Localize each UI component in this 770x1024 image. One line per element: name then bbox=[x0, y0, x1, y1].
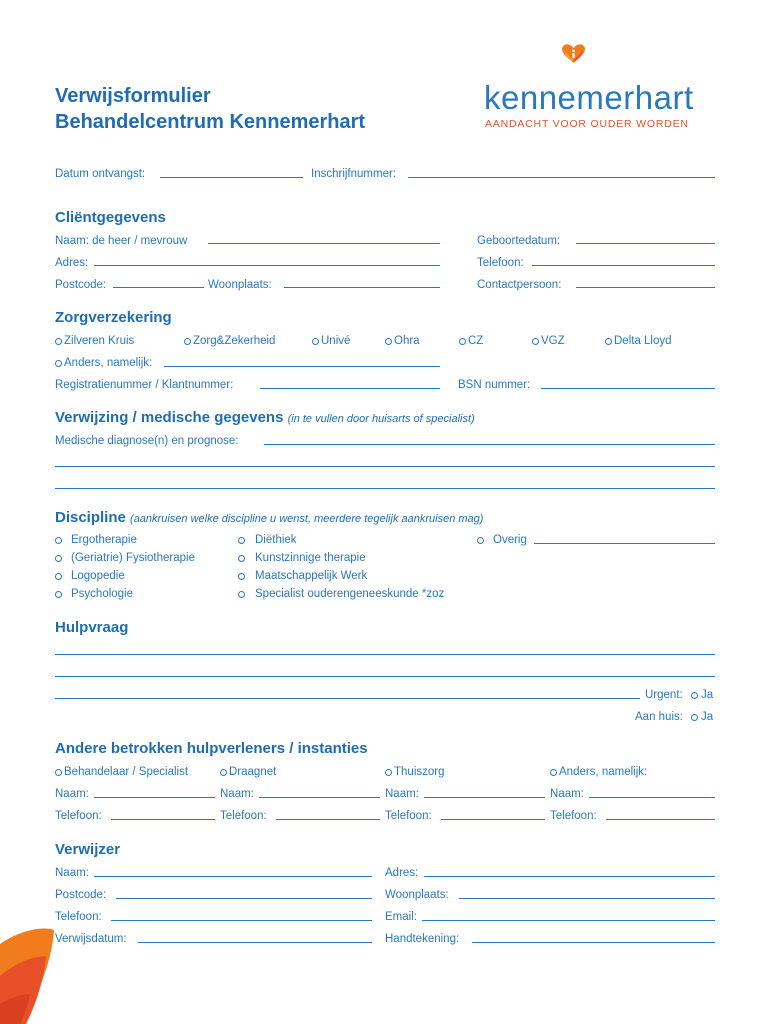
bsn-label: BSN nummer: bbox=[458, 379, 531, 391]
inschrijfnummer-field[interactable] bbox=[408, 177, 715, 178]
overig-label: Overig bbox=[493, 534, 527, 546]
verwijzer-telefoon-label: Telefoon: bbox=[55, 911, 102, 923]
decorative-petals bbox=[0, 920, 80, 1024]
form-title: Verwijsformulier bbox=[55, 85, 211, 107]
discipline-option: Psychologie bbox=[71, 588, 134, 600]
brand-tagline: AANDACHT VOOR OUDER WORDEN bbox=[485, 118, 689, 130]
telefoon-label: Telefoon: bbox=[477, 257, 524, 269]
checkbox-psychologie[interactable] bbox=[55, 591, 62, 598]
registratienummer-label: Registratienummer / Klantnummer: bbox=[55, 379, 234, 391]
naam-field[interactable] bbox=[208, 243, 440, 244]
checkbox-anders[interactable] bbox=[55, 360, 62, 367]
checkbox-cz[interactable] bbox=[459, 338, 466, 345]
discipline-option: Maatschappelijk Werk bbox=[255, 570, 368, 582]
checkbox-specialist-ouderengeneeskunde[interactable] bbox=[238, 591, 245, 598]
verwijsdatum-label: Verwijsdatum: bbox=[55, 933, 127, 945]
option-label: Delta Lloyd bbox=[614, 335, 672, 347]
discipline-option: Ergotherapie bbox=[71, 534, 137, 546]
others-column-label: Thuiszorg bbox=[394, 766, 445, 778]
diagnose-label: Medische diagnose(n) en prognose: bbox=[55, 435, 239, 447]
checkbox-kunstzinnige-therapie[interactable] bbox=[238, 555, 245, 562]
checkbox-unive[interactable] bbox=[312, 338, 319, 345]
checkbox-overig[interactable] bbox=[477, 537, 484, 544]
option-label: VGZ bbox=[541, 335, 565, 347]
others-naam-label: Naam: bbox=[550, 788, 584, 800]
urgent-ja-label: Ja bbox=[701, 689, 714, 701]
brand-name: kennemerhart bbox=[484, 79, 694, 116]
others-column-label: Draagnet bbox=[229, 766, 277, 778]
diagnose-line-2[interactable] bbox=[55, 466, 715, 467]
verwijzer-email-field[interactable] bbox=[422, 920, 715, 921]
diagnose-line-3[interactable] bbox=[55, 488, 715, 489]
checkbox-vgz[interactable] bbox=[532, 338, 539, 345]
option-label: Zorg&Zekerheid bbox=[193, 335, 276, 347]
anders-label: Anders, namelijk: bbox=[64, 357, 153, 369]
others-telefoon-label: Telefoon: bbox=[220, 810, 267, 822]
checkbox-behandelaar[interactable] bbox=[55, 769, 62, 776]
option-label: Univé bbox=[321, 335, 351, 347]
checkbox-aan-huis-ja[interactable] bbox=[691, 714, 698, 721]
verwijzer-adres-field[interactable] bbox=[424, 876, 715, 877]
contactpersoon-label: Contactpersoon: bbox=[477, 279, 562, 291]
checkbox-thuiszorg[interactable] bbox=[385, 769, 392, 776]
registratienummer-field[interactable] bbox=[260, 388, 440, 389]
checkbox-logopedie[interactable] bbox=[55, 573, 62, 580]
bsn-field[interactable] bbox=[541, 388, 715, 389]
option-label: Zilveren Kruis bbox=[64, 335, 135, 347]
telefoon-field[interactable] bbox=[532, 265, 715, 266]
verwijzer-telefoon-field[interactable] bbox=[111, 920, 372, 921]
verwijzer-woonplaats-label: Woonplaats: bbox=[385, 889, 449, 901]
checkbox-diethiek[interactable] bbox=[238, 537, 245, 544]
checkbox-ohra[interactable] bbox=[385, 338, 392, 345]
discipline-option: Specialist ouderengeneeskunde *zoz bbox=[255, 588, 445, 600]
postcode-label: Postcode: bbox=[55, 279, 107, 291]
others-naam-label: Naam: bbox=[55, 788, 89, 800]
form-subtitle: Behandelcentrum Kennemerhart bbox=[55, 111, 366, 133]
referrer-heading: Verwijzer bbox=[55, 841, 121, 858]
verwijzer-naam-field[interactable] bbox=[94, 876, 372, 877]
others-naam-field[interactable] bbox=[94, 797, 215, 798]
diagnose-field[interactable] bbox=[264, 444, 715, 445]
others-telefoon-label: Telefoon: bbox=[550, 810, 597, 822]
others-naam-field[interactable] bbox=[589, 797, 715, 798]
verwijzer-email-label: Email: bbox=[385, 911, 417, 923]
others-naam-label: Naam: bbox=[220, 788, 254, 800]
medical-heading bbox=[55, 409, 475, 428]
adres-field[interactable] bbox=[94, 265, 440, 266]
others-column-label: Behandelaar / Specialist bbox=[64, 766, 189, 778]
discipline-option: Diëthiek bbox=[255, 534, 297, 546]
geboortedatum-field[interactable] bbox=[576, 243, 715, 244]
others-naam-field[interactable] bbox=[259, 797, 380, 798]
datum-ontvangst-label: Datum ontvangst: bbox=[55, 168, 146, 180]
others-telefoon-label: Telefoon: bbox=[55, 810, 102, 822]
others-telefoon-field[interactable] bbox=[606, 819, 715, 820]
others-naam-field[interactable] bbox=[424, 797, 545, 798]
urgent-label: Urgent: bbox=[645, 689, 683, 701]
checkbox-fysiotherapie[interactable] bbox=[55, 555, 62, 562]
contactpersoon-field[interactable] bbox=[576, 287, 715, 288]
client-heading: Cliëntgegevens bbox=[55, 209, 166, 226]
verwijzer-naam-label: Naam: bbox=[55, 867, 89, 879]
discipline-heading-text: Discipline bbox=[55, 509, 126, 526]
aan-huis-label: Aan huis: bbox=[635, 711, 683, 723]
naam-label: Naam: de heer / mevrouw bbox=[55, 235, 188, 247]
discipline-option: Logopedie bbox=[71, 570, 125, 582]
checkbox-ergotherapie[interactable] bbox=[55, 537, 62, 544]
medical-heading-text: Verwijzing / medische gegevens bbox=[55, 409, 284, 426]
checkbox-maatschappelijk-werk[interactable] bbox=[238, 573, 245, 580]
checkbox-urgent-ja[interactable] bbox=[691, 692, 698, 699]
hulpvraag-line-2[interactable] bbox=[55, 676, 715, 677]
discipline-option: Kunstzinnige therapie bbox=[255, 552, 366, 564]
verwijzer-adres-label: Adres: bbox=[385, 867, 419, 879]
woonplaats-label: Woonplaats: bbox=[208, 279, 272, 291]
adres-label: Adres: bbox=[55, 257, 89, 269]
hulpvraag-heading: Hulpvraag bbox=[55, 619, 129, 636]
overig-field[interactable] bbox=[534, 543, 715, 544]
discipline-option: (Geriatrie) Fysiotherapie bbox=[71, 552, 195, 564]
others-telefoon-field[interactable] bbox=[441, 819, 545, 820]
checkbox-zilveren-kruis[interactable] bbox=[55, 338, 62, 345]
option-label: CZ bbox=[468, 335, 484, 347]
datum-ontvangst-field[interactable] bbox=[160, 177, 303, 178]
others-telefoon-field[interactable] bbox=[276, 819, 380, 820]
handtekening-label: Handtekening: bbox=[385, 933, 460, 945]
aan-huis-ja-label: Ja bbox=[701, 711, 714, 723]
others-column-label: Anders, namelijk: bbox=[559, 766, 648, 778]
woonplaats-field[interactable] bbox=[284, 287, 440, 288]
hulpvraag-line-1[interactable] bbox=[55, 654, 715, 655]
geboortedatum-label: Geboortedatum: bbox=[477, 235, 561, 247]
verwijzer-woonplaats-field[interactable] bbox=[459, 898, 715, 899]
option-label: Ohra bbox=[394, 335, 420, 347]
checkbox-zorg-zekerheid[interactable] bbox=[184, 338, 191, 345]
anders-field[interactable] bbox=[164, 366, 440, 367]
others-telefoon-label: Telefoon: bbox=[385, 810, 432, 822]
others-heading: Andere betrokken hulpverleners / instanties bbox=[55, 740, 368, 757]
others-naam-label: Naam: bbox=[385, 788, 419, 800]
inschrijfnummer-label: Inschrijfnummer: bbox=[311, 168, 396, 180]
discipline-heading-note: (aankruisen welke discipline u wenst, meerdere tegelijk aankruisen mag) bbox=[130, 513, 484, 525]
others-telefoon-field[interactable] bbox=[111, 819, 215, 820]
verwijsdatum-field[interactable] bbox=[138, 942, 372, 943]
checkbox-draagnet[interactable] bbox=[220, 769, 227, 776]
hulpvraag-line-3[interactable] bbox=[55, 698, 640, 699]
verwijzer-postcode-field[interactable] bbox=[116, 898, 372, 899]
checkbox-others-anders[interactable] bbox=[550, 769, 557, 776]
verwijzer-postcode-label: Postcode: bbox=[55, 889, 107, 901]
medical-heading-note: (in te vullen door huisarts of specialist) bbox=[287, 413, 475, 425]
discipline-heading bbox=[55, 509, 483, 528]
postcode-field[interactable] bbox=[113, 287, 204, 288]
handtekening-field[interactable] bbox=[472, 942, 715, 943]
checkbox-delta-lloyd[interactable] bbox=[605, 338, 612, 345]
insurance-heading: Zorgverzekering bbox=[55, 309, 172, 326]
